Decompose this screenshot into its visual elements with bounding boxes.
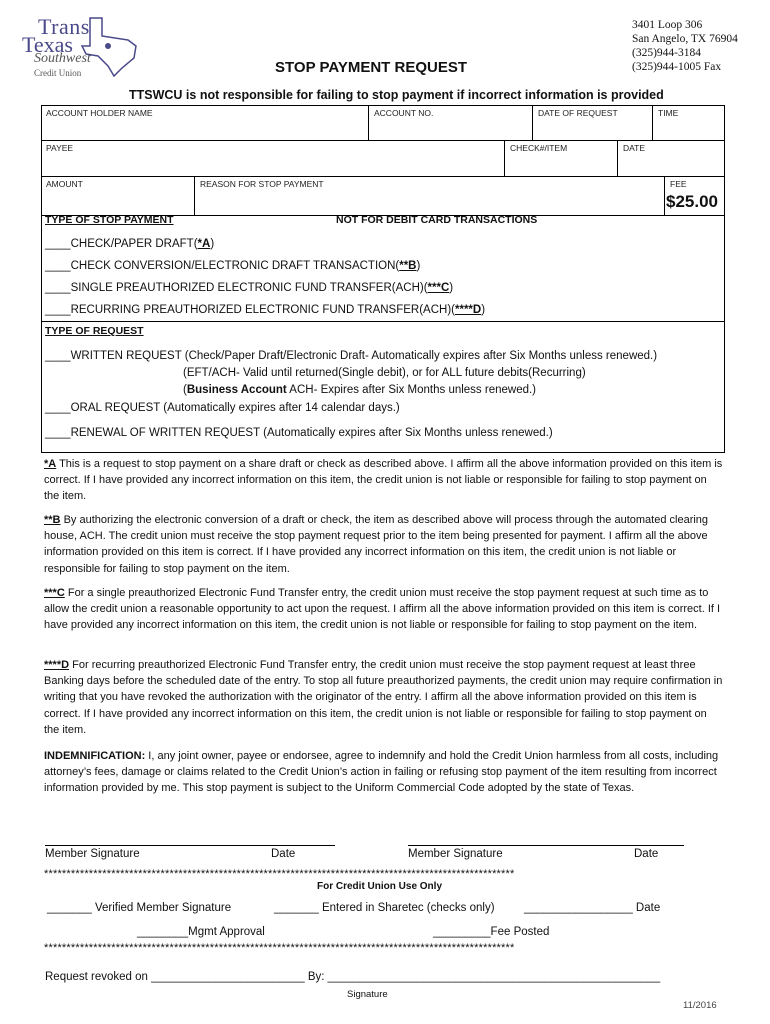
divider-stars: *********************************************************************************************************	[44, 868, 515, 880]
cu-use-heading: For Credit Union Use Only	[317, 881, 443, 892]
stop-payment-heading: TYPE OF STOP PAYMENT	[45, 214, 174, 226]
logo-text-southwest: Southwest	[34, 51, 91, 66]
address-block	[632, 18, 738, 74]
account-info-grid	[41, 105, 725, 216]
fax-line: (325)944-1005 Fax	[632, 61, 722, 73]
logo-text-trans: Trans	[38, 14, 90, 39]
business-account-note: (Business Account ACH- Expires after Six Months unless renewed.)	[183, 384, 537, 396]
page-title: STOP PAYMENT REQUEST	[275, 59, 467, 76]
texas-map-icon	[80, 16, 140, 78]
account-no-field[interactable]: ACCOUNT NO.	[374, 108, 434, 118]
option-oral-request[interactable]: ____ORAL REQUEST (Automatically expires after 14 calendar days.)	[45, 402, 400, 414]
address-line: San Angelo, TX 76904	[632, 33, 738, 45]
option-check-conversion[interactable]: ____CHECK CONVERSION/ELECTRONIC DRAFT TRANSACTION(**B)	[45, 260, 421, 272]
mgmt-approval[interactable]: ________Mgmt Approval	[137, 926, 265, 938]
member-signature-line-1[interactable]	[45, 845, 335, 846]
note-c: ***C For a single preauthorized Electronic Fund Transfer entry, the credit union must receive the stop payment request at such time as to allow the credit union a reasonable opportunity to act upon the request. I affirm all the above information provided on this item is correct. If I have provided any incorrect information on this item, the credit union is not liable or responsible for failing to stop payment on the item.	[44, 587, 721, 632]
amount-field[interactable]: AMOUNT	[46, 179, 83, 189]
date-label-2: Date	[634, 848, 659, 860]
option-written-request[interactable]: ____WRITTEN REQUEST (Check/Paper Draft/Electronic Draft- Automatically expires after Six Months unless renewed.)	[45, 350, 658, 362]
logo-text-credit-union: Credit Union	[34, 68, 82, 78]
fee-posted[interactable]: _________Fee Posted	[433, 926, 550, 938]
payee-field[interactable]: PAYEE	[46, 143, 74, 153]
note-b: **B By authorizing the electronic conversion of a draft or check, the item as described above will process through the automated clearing house, ACH. The credit union must receive the stop payment request prior to the item being presented for payment. I affirm all the above information provided on this item is correct. If I have provided any incorrect information on this item, the credit union is not liable or responsible for failing to stop payment on the item.	[44, 514, 709, 575]
written-eft-note: (EFT/ACH- Valid until returned(Single debit), or for ALL future debits(Recurring)	[183, 367, 586, 379]
reason-field[interactable]: REASON FOR STOP PAYMENT	[200, 179, 324, 189]
date-of-request-field[interactable]: DATE OF REQUEST	[538, 108, 618, 118]
fee-amount: $25.00	[666, 192, 718, 211]
fee-label: FEE	[670, 179, 687, 189]
note-a: *A This is a request to stop payment on a share draft or check as described above. I affirm all the above information provided on this item is correct. If I have provided any incorrect information on this item, the credit union is not liable or responsible for failing to stop payment on the item.	[44, 458, 723, 503]
time-field[interactable]: TIME	[658, 108, 679, 118]
divider-stars-2: *********************************************************************************************************	[44, 942, 515, 954]
member-signature-label-2: Member Signature	[408, 848, 503, 860]
note-d: ****D For recurring preauthorized Electronic Fund Transfer entry, the credit union must receive the stop payment request at least three Banking days before the scheduled date of the entry. To stop all future preauthorized payments, the credit union may require confirmation in writing that you have revoked the authorization with the originator of the entry. I affirm all the above information provided on this item is correct. If I have provided any incorrect information on this item, the credit union is not liable or responsible for failing to stop payment on the item.	[44, 659, 723, 736]
option-recurring-ach[interactable]: ____RECURRING PREAUTHORIZED ELECTRONIC FUND TRANSFER(ACH)(****D)	[45, 304, 486, 316]
debit-card-notice: NOT FOR DEBIT CARD TRANSACTIONS	[336, 214, 538, 226]
verified-member-signature[interactable]: _______ Verified Member Signature	[47, 902, 232, 914]
form-revision: 11/2016	[683, 1000, 717, 1011]
signature-caption: Signature	[347, 989, 388, 1000]
request-revoked-line[interactable]: Request revoked on ________________________ By: ____________________________________________________	[45, 971, 661, 983]
credit-union-logo	[18, 14, 140, 84]
cu-date[interactable]: _________________ Date	[524, 902, 661, 914]
disclaimer: TTSWCU is not responsible for failing to stop payment if incorrect information is provided	[129, 88, 664, 102]
account-holder-name-field[interactable]: ACCOUNT HOLDER NAME	[46, 108, 153, 118]
option-check-paper-draft[interactable]: ____CHECK/PAPER DRAFT(*A)	[45, 238, 215, 250]
date-label-1: Date	[271, 848, 296, 860]
member-signature-label-1: Member Signature	[45, 848, 140, 860]
request-type-heading: TYPE OF REQUEST	[45, 325, 144, 337]
address-line: 3401 Loop 306	[632, 19, 703, 31]
indemnification: INDEMNIFICATION: I, any joint owner, payee or endorsee, agree to indemnify and hold the Credit Union harmless from all costs, including attorney’s fees, damage or claims related to the Credit Union’s action in failing or refusing stop payment of the item resulting from incorrect information provided by me. This stop payment is subject to the Uniform Commercial Code adopted by the state of Texas.	[44, 750, 719, 795]
phone-line: (325)944-3184	[632, 47, 701, 59]
check-item-field[interactable]: CHECK#/ITEM	[510, 143, 568, 153]
member-signature-line-2[interactable]	[408, 845, 684, 846]
option-single-ach[interactable]: ____SINGLE PREAUTHORIZED ELECTRONIC FUND TRANSFER(ACH)(***C)	[45, 282, 454, 294]
logo-text-texas: Texas	[22, 32, 73, 57]
option-renewal-request[interactable]: ____RENEWAL OF WRITTEN REQUEST (Automatically expires after Six Months unless renewed.)	[45, 427, 553, 439]
date-field[interactable]: DATE	[623, 143, 646, 153]
entered-in-sharetec[interactable]: _______ Entered in Sharetec (checks only)	[274, 902, 495, 914]
